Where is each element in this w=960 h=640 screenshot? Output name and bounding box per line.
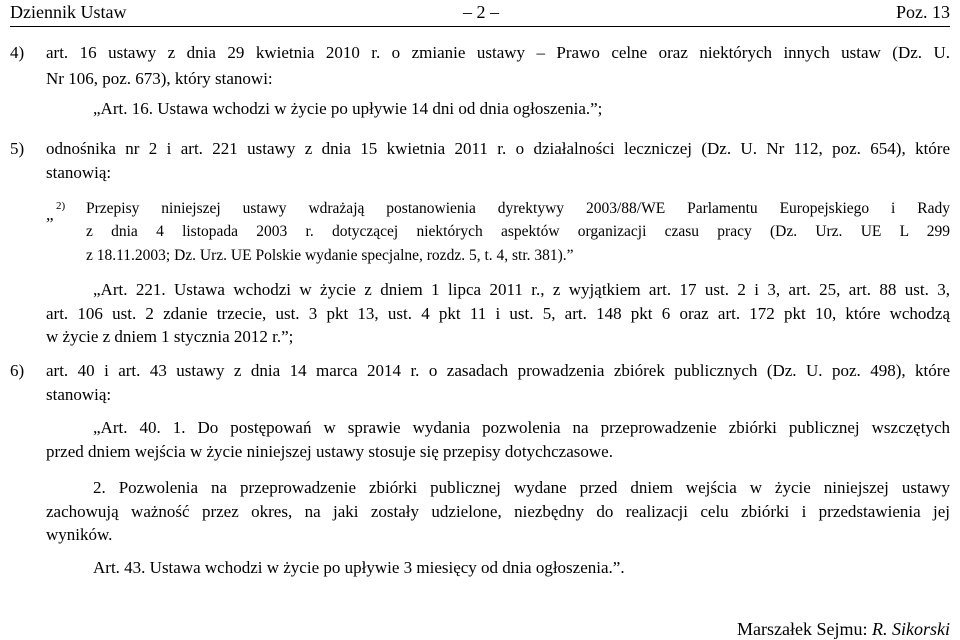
item-4-quote: „Art. 16. Ustawa wchodzi w życie po upływie 14 dni od dnia ogłoszenia.”; [93,99,603,118]
item-5-line2: stanowią: [46,163,112,182]
header-rule [10,26,950,27]
signature [737,619,950,639]
art-40-p1-line1: „Art. 40. 1. Do postępowań w sprawie wydania pozwolenia na przeprowadzenie zbiórki publicznej wszczętych [93,418,950,437]
art-43: Art. 43. Ustawa wchodzi w życie po upływie 3 miesięcy od dnia ogłoszenia.”. [93,558,625,577]
journal-title: Dziennik Ustaw [10,2,127,22]
footnote-line3: z 18.11.2003; Dz. Urz. UE Polskie wydanie specjalne, rozdz. 5, t. 4, str. 381).” [86,247,574,264]
art-221-line2: art. 106 ust. 2 zdanie trzecie, ust. 3 pkt 13, ust. 4 pkt 11 i ust. 5, art. 148 pkt 6 oraz art. 172 pkt 10, które wchodzą [46,304,950,323]
signature-title: Marszałek Sejmu: [737,619,868,639]
item-5-number: 5) [10,139,25,158]
item-4-line1: art. 16 ustawy z dnia 29 kwietnia 2010 r. o zmianie ustawy – Prawo celne oraz niektórych innych ustaw (Dz. U. [46,43,950,62]
item-5-line1: odnośnika nr 2 i art. 221 ustawy z dnia 15 kwietnia 2011 r. o działalności leczniczej (Dz. U. Nr 112, poz. 654), które [46,139,950,158]
footnote-line1: Przepisy niniejszej ustawy wdrażają postanowienia dyrektywy 2003/88/WE Parlamentu Europejskiego i Rady [86,200,950,217]
footnote-mark: 2) [56,200,66,212]
art-221-line1: „Art. 221. Ustawa wchodzi w życie z dniem 1 lipca 2011 r., z wyjątkiem art. 17 ust. 2 i 3, art. 25, art. 88 ust. 3, [93,280,950,299]
page-number: – 2 – [463,2,499,22]
art-40-p1-line2: przed dniem wejścia w życie niniejszej ustawy stosuje się przepisy dotychczasowe. [46,442,613,461]
position-number: Poz. 13 [896,2,950,22]
art-40-p2-line2: zachowują ważność przez okres, na jaki zostały udzielone, niezbędny do realizacji celu zbiórki i przedstawienia jej [46,502,950,521]
item-6-number: 6) [10,361,25,380]
art-40-p2-line1: 2. Pozwolenia na przeprowadzenie zbiórki publicznej wydane przed dniem wejścia w życie niniejszej ustawy [93,478,950,497]
art-40-p2-line3: wyników. [46,525,113,544]
signature-name: R. Sikorski [872,619,950,639]
item-6-line2: stanowią: [46,385,112,404]
art-221-line3: w życie z dniem 1 stycznia 2012 r.”; [46,327,294,346]
item-6-line1: art. 40 i art. 43 ustawy z dnia 14 marca 2014 r. o zasadach prowadzenia zbiórek publicznych (Dz. U. poz. 498), które [46,361,950,380]
item-4-number: 4) [10,43,25,62]
footnote-open-quote: „ [46,205,54,224]
item-4-line2: Nr 106, poz. 673), który stanowi: [46,69,273,88]
footnote-line2: z dnia 4 listopada 2003 r. dotyczącej niektórych aspektów organizacji czasu pracy (Dz. Urz. UE L 299 [86,223,950,240]
